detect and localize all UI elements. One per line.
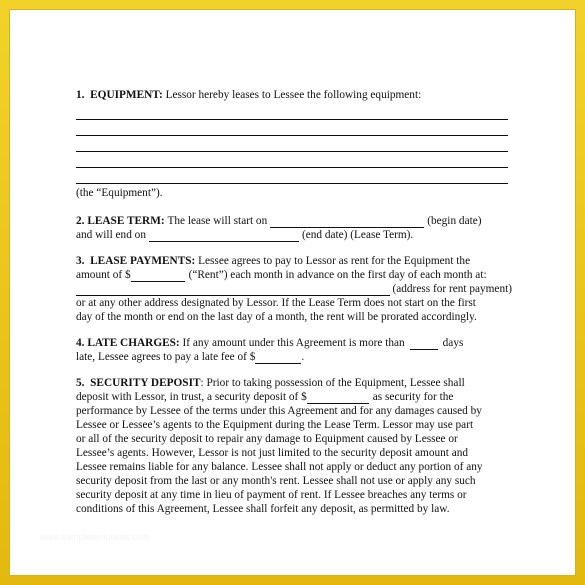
- watermark: www.sampletemplates.com: [40, 532, 150, 542]
- late-fee-suffix: .: [301, 351, 305, 363]
- late-fee-field[interactable]: [255, 352, 301, 364]
- rent-amount-field[interactable]: [131, 270, 185, 282]
- amount-prefix: amount of $: [76, 269, 131, 281]
- section-security-deposit: [76, 376, 512, 516]
- equipment-line-2[interactable]: [76, 122, 508, 136]
- end-date-field[interactable]: [149, 230, 299, 242]
- deposit-line: Lessee remains liable for any balance. Lessee shall not apply or deduct any portion of any: [76, 461, 483, 473]
- section-text: The lease will start on: [167, 215, 268, 227]
- begin-date-field[interactable]: [270, 216, 424, 228]
- deposit-suffix: as security for the: [372, 391, 454, 403]
- deposit-line: or all of the security deposit to repair any damage to Equipment caused by Lessee or: [76, 433, 458, 445]
- days-label: days: [442, 337, 464, 349]
- section-text: Lessor hereby leases to Lessee the following equipment:: [165, 89, 422, 101]
- late-days-field[interactable]: [410, 338, 438, 350]
- late-fee-prefix: late, Lessee agrees to pay a late fee of $: [76, 351, 256, 363]
- section-text: : Prior to taking possession of the Equipment, Lessee shall: [200, 377, 465, 389]
- equipment-line-5[interactable]: [76, 170, 508, 184]
- section-lease-term: [76, 214, 512, 242]
- end-date-label: (end date) (Lease Term).: [301, 229, 414, 241]
- section-equipment: [76, 88, 512, 200]
- payments-line-5: day of the month or end on the last day of a month, the rent will be prorated accordingly.: [76, 311, 477, 323]
- deposit-prefix: deposit with Lessor, in trust, a security deposit of $: [76, 391, 307, 403]
- equipment-line-1[interactable]: [76, 106, 508, 120]
- section-lease-payments: [76, 254, 512, 324]
- deposit-amount-field[interactable]: [307, 392, 369, 404]
- begin-date-label: (begin date): [427, 215, 482, 227]
- deposit-line: Lessee’s agents. However, Lessor is not just limited to the security deposit amount and: [76, 447, 469, 459]
- section-heading: LEASE PAYMENTS:: [90, 255, 196, 267]
- deposit-line: Lessee or Lessee’s agents to the Equipment during the Lease Term. Lessor may use part: [76, 419, 474, 431]
- address-field[interactable]: [76, 284, 390, 296]
- section-number: 5.: [76, 377, 85, 389]
- section-number: 1.: [76, 89, 85, 101]
- end-date-prefix: and will end on: [76, 229, 146, 241]
- deposit-line: performance by Lessee of the terms under this Agreement and for any damages caused by: [76, 405, 482, 417]
- payments-line-4: or at any other address designated by Lessor. If the Lease Term does not start on the first: [76, 297, 476, 309]
- section-heading: LEASE TERM:: [87, 215, 165, 227]
- section-heading: LATE CHARGES:: [87, 337, 180, 349]
- address-label: (address for rent payment): [392, 283, 512, 295]
- rent-text: (“Rent”) each month in advance on the first day of each month at:: [188, 269, 487, 281]
- equipment-line-4[interactable]: [76, 154, 508, 168]
- deposit-line: security deposit at any time in lieu of payment of rent. If Lessee breaches any terms or: [76, 489, 467, 501]
- equipment-line-3[interactable]: [76, 138, 508, 152]
- deposit-line: security deposit from the last or any month's rent. Lessee shall not use or apply any such: [76, 475, 476, 487]
- section-late-charges: [76, 336, 512, 364]
- section-number: 2.: [76, 215, 85, 227]
- section-heading: SECURITY DEPOSIT: [90, 377, 201, 389]
- section-text: Lessee agrees to pay to Lessor as rent for the Equipment the: [198, 255, 471, 267]
- lease-document: [76, 86, 512, 516]
- section-number: 4.: [76, 337, 85, 349]
- equipment-closing: (the “Equipment”).: [76, 187, 163, 199]
- section-text: If any amount under this Agreement is more than: [182, 337, 405, 349]
- section-heading: EQUIPMENT:: [90, 89, 163, 101]
- section-number: 3.: [76, 255, 85, 267]
- deposit-line: conditions of this Agreement, Lessee shall forfeit any deposit, as permitted by law.: [76, 503, 450, 515]
